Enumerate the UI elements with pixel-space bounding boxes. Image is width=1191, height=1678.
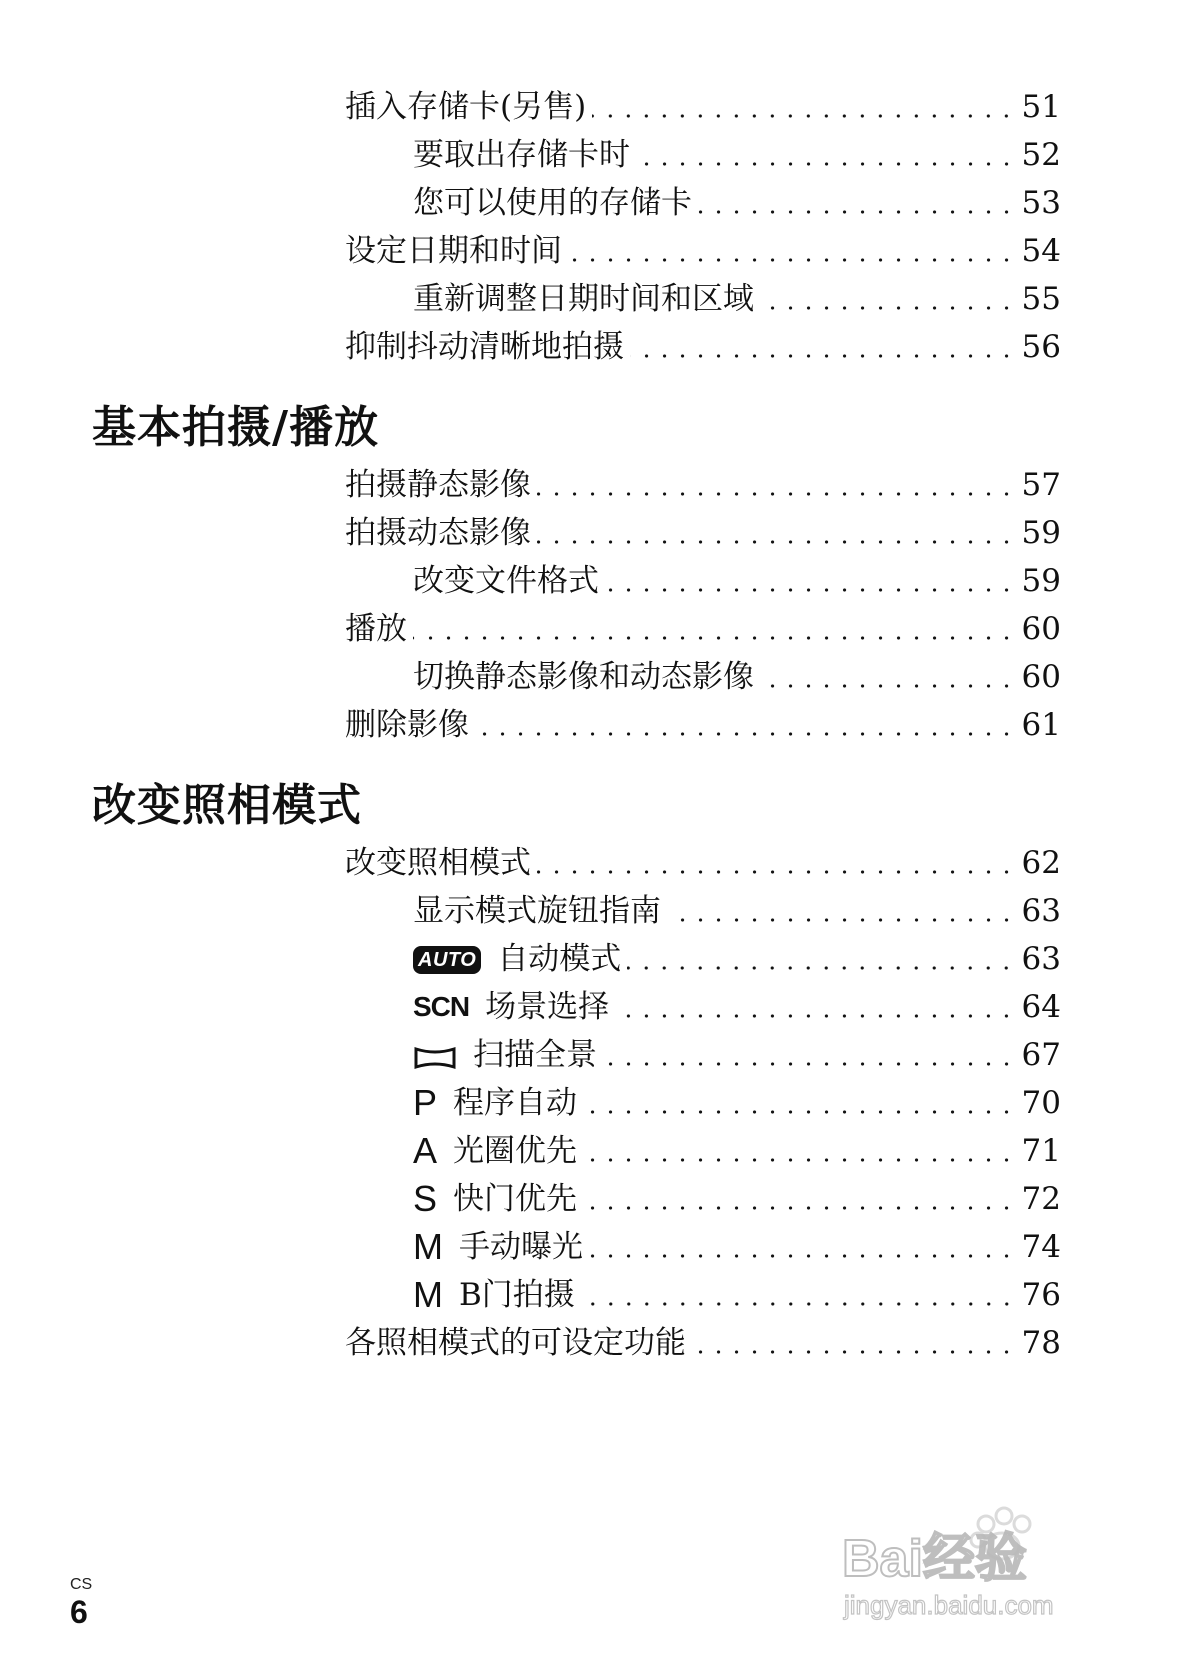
baidu-jingyan-watermark bbox=[840, 1494, 1140, 1624]
toc-entry[interactable] bbox=[0, 936, 1061, 984]
toc-entry-label: 自动模式 bbox=[497, 941, 622, 977]
toc-entry[interactable] bbox=[0, 984, 1061, 1032]
toc-entry-page: 63 bbox=[1021, 893, 1061, 929]
dot-leader bbox=[605, 588, 1016, 592]
toc-entry-label-wrap bbox=[413, 1178, 578, 1219]
toc-entry[interactable] bbox=[0, 324, 1061, 372]
dot-leader bbox=[537, 870, 1016, 874]
shutter-priority-icon: S bbox=[413, 1178, 438, 1219]
toc-entry[interactable] bbox=[0, 558, 1061, 606]
dot-leader bbox=[413, 636, 1016, 640]
toc-entry[interactable] bbox=[0, 1320, 1061, 1368]
toc-entry-label: 快门优先 bbox=[453, 1181, 578, 1217]
toc-entry-page: 78 bbox=[1021, 1325, 1061, 1361]
toc-entry[interactable] bbox=[0, 180, 1061, 228]
watermark-url: jingyan.baidu.com bbox=[844, 1590, 1054, 1620]
toc-entry[interactable] bbox=[0, 1032, 1061, 1080]
toc-entry-label: 您可以使用的存储卡 bbox=[413, 185, 692, 221]
toc-entry-label: 重新调整日期时间和区域 bbox=[413, 281, 754, 317]
dot-leader bbox=[592, 114, 1015, 118]
toc-entry-page: 71 bbox=[1021, 1133, 1061, 1169]
toc-entry-page: 60 bbox=[1021, 659, 1061, 695]
toc-entry-label: 拍摄静态影像 bbox=[345, 467, 531, 503]
toc-group-shooting-mode bbox=[0, 772, 1191, 1368]
toc-entry-page: 52 bbox=[1021, 137, 1061, 173]
toc-entry[interactable] bbox=[0, 888, 1061, 936]
dot-leader bbox=[760, 684, 1016, 688]
manual-exposure-icon: M bbox=[413, 1274, 443, 1315]
scene-selection-icon: SCN bbox=[413, 991, 470, 1022]
toc-entry-page: 56 bbox=[1021, 329, 1061, 365]
dot-leader bbox=[537, 492, 1016, 496]
section-heading: 改变照相模式 bbox=[92, 780, 362, 831]
toc-entry-page: 70 bbox=[1021, 1085, 1061, 1121]
dot-leader bbox=[568, 258, 1016, 262]
dot-leader bbox=[667, 918, 1016, 922]
watermark-logo-text: Bai经验 bbox=[842, 1530, 1027, 1588]
dot-leader bbox=[760, 306, 1016, 310]
toc-entry-page: 53 bbox=[1021, 185, 1061, 221]
spacer bbox=[0, 750, 1191, 772]
toc-entry-label: 删除影像 bbox=[345, 707, 469, 743]
toc-entry-page: 54 bbox=[1021, 233, 1061, 269]
spacer bbox=[0, 372, 1191, 394]
toc-entry[interactable] bbox=[0, 840, 1061, 888]
dot-leader bbox=[583, 1110, 1016, 1114]
page-number: 6 bbox=[70, 1594, 88, 1630]
toc-group-setup bbox=[0, 84, 1191, 372]
toc-entry-label-wrap bbox=[413, 1038, 597, 1072]
toc-entry-page: 60 bbox=[1021, 611, 1061, 647]
toc-entry[interactable] bbox=[0, 702, 1061, 750]
dot-leader bbox=[583, 1158, 1016, 1162]
toc-entry-label: 拍摄动态影像 bbox=[345, 515, 531, 551]
toc-entry-label: 手动曝光 bbox=[459, 1229, 583, 1265]
table-of-contents bbox=[0, 84, 1191, 1368]
dot-leader bbox=[627, 966, 1015, 970]
toc-entry-label: 光圈优先 bbox=[453, 1133, 578, 1169]
toc-entry-page: 51 bbox=[1021, 89, 1061, 125]
toc-entry[interactable] bbox=[0, 654, 1061, 702]
toc-entry-label: 各照相模式的可设定功能 bbox=[345, 1325, 686, 1361]
toc-entry-page: 57 bbox=[1021, 467, 1061, 503]
toc-entry-label: 切换静态影像和动态影像 bbox=[413, 659, 754, 695]
toc-entry[interactable] bbox=[0, 132, 1061, 180]
toc-entry-page: 59 bbox=[1021, 515, 1061, 551]
toc-entry[interactable] bbox=[0, 606, 1061, 654]
dot-leader bbox=[698, 210, 1016, 214]
toc-entry[interactable] bbox=[0, 462, 1061, 510]
auto-mode-icon: AUTO bbox=[413, 946, 481, 974]
section-heading: 基本拍摄/播放 bbox=[92, 402, 380, 453]
toc-entry[interactable] bbox=[0, 1224, 1061, 1272]
toc-entry[interactable] bbox=[0, 276, 1061, 324]
toc-entry-page: 72 bbox=[1021, 1181, 1061, 1217]
toc-entry[interactable] bbox=[0, 510, 1061, 558]
toc-entry-label: 程序自动 bbox=[453, 1085, 578, 1121]
toc-entry-page: 62 bbox=[1021, 845, 1061, 881]
toc-entry[interactable] bbox=[0, 1128, 1061, 1176]
toc-entry-label-wrap bbox=[413, 1226, 583, 1267]
toc-group-basic-shooting bbox=[0, 394, 1191, 750]
toc-entry-page: 64 bbox=[1021, 989, 1061, 1025]
toc-entry-label: 改变照相模式 bbox=[345, 845, 531, 881]
toc-entry-label-wrap bbox=[413, 942, 621, 976]
toc-entry-page: 59 bbox=[1021, 563, 1061, 599]
toc-entry-label: 抑制抖动清晰地拍摄 bbox=[345, 329, 624, 365]
dot-leader bbox=[581, 1302, 1016, 1306]
toc-entry-label: 设定日期和时间 bbox=[345, 233, 562, 269]
toc-entry[interactable] bbox=[0, 1080, 1061, 1128]
dot-leader bbox=[615, 1014, 1015, 1018]
dot-leader bbox=[475, 732, 1016, 736]
toc-entry[interactable] bbox=[0, 1176, 1061, 1224]
toc-entry-label: 播放 bbox=[345, 611, 407, 647]
dot-leader bbox=[589, 1254, 1016, 1258]
toc-entry-page: 67 bbox=[1021, 1037, 1061, 1073]
program-mode-icon: P bbox=[413, 1082, 438, 1123]
sweep-panorama-icon bbox=[413, 1043, 457, 1067]
toc-entry-page: 55 bbox=[1021, 281, 1061, 317]
toc-entry[interactable] bbox=[0, 84, 1061, 132]
toc-entry[interactable] bbox=[0, 228, 1061, 276]
dot-leader bbox=[603, 1062, 1016, 1066]
toc-entry-label: 显示模式旋钮指南 bbox=[413, 893, 661, 929]
manual-exposure-icon: M bbox=[413, 1226, 443, 1267]
toc-entry-label: 场景选择 bbox=[485, 989, 610, 1025]
toc-entry-label: 要取出存储卡时 bbox=[413, 137, 630, 173]
toc-entry-label-wrap bbox=[413, 1130, 578, 1171]
toc-entry-page: 76 bbox=[1021, 1277, 1061, 1313]
dot-leader bbox=[630, 354, 1016, 358]
toc-entry-label: 改变文件格式 bbox=[413, 563, 599, 599]
toc-entry-label-wrap bbox=[413, 990, 609, 1024]
dot-leader bbox=[692, 1350, 1016, 1354]
aperture-priority-icon: A bbox=[413, 1130, 438, 1171]
toc-entry-page: 61 bbox=[1021, 707, 1061, 743]
toc-entry-label-wrap bbox=[413, 1274, 575, 1315]
dot-leader bbox=[537, 540, 1016, 544]
toc-entry-page: 63 bbox=[1021, 941, 1061, 977]
toc-entry-label: 扫描全景 bbox=[473, 1037, 597, 1073]
toc-entry-label-wrap bbox=[413, 1082, 578, 1123]
dot-leader bbox=[636, 162, 1016, 166]
toc-entry-label: 插入存储卡(另售) bbox=[345, 89, 587, 125]
toc-entry-page: 74 bbox=[1021, 1229, 1061, 1265]
toc-entry-label: B门拍摄 bbox=[459, 1277, 575, 1313]
language-code: CS bbox=[70, 1576, 93, 1593]
toc-entry[interactable] bbox=[0, 1272, 1061, 1320]
dot-leader bbox=[583, 1206, 1016, 1210]
